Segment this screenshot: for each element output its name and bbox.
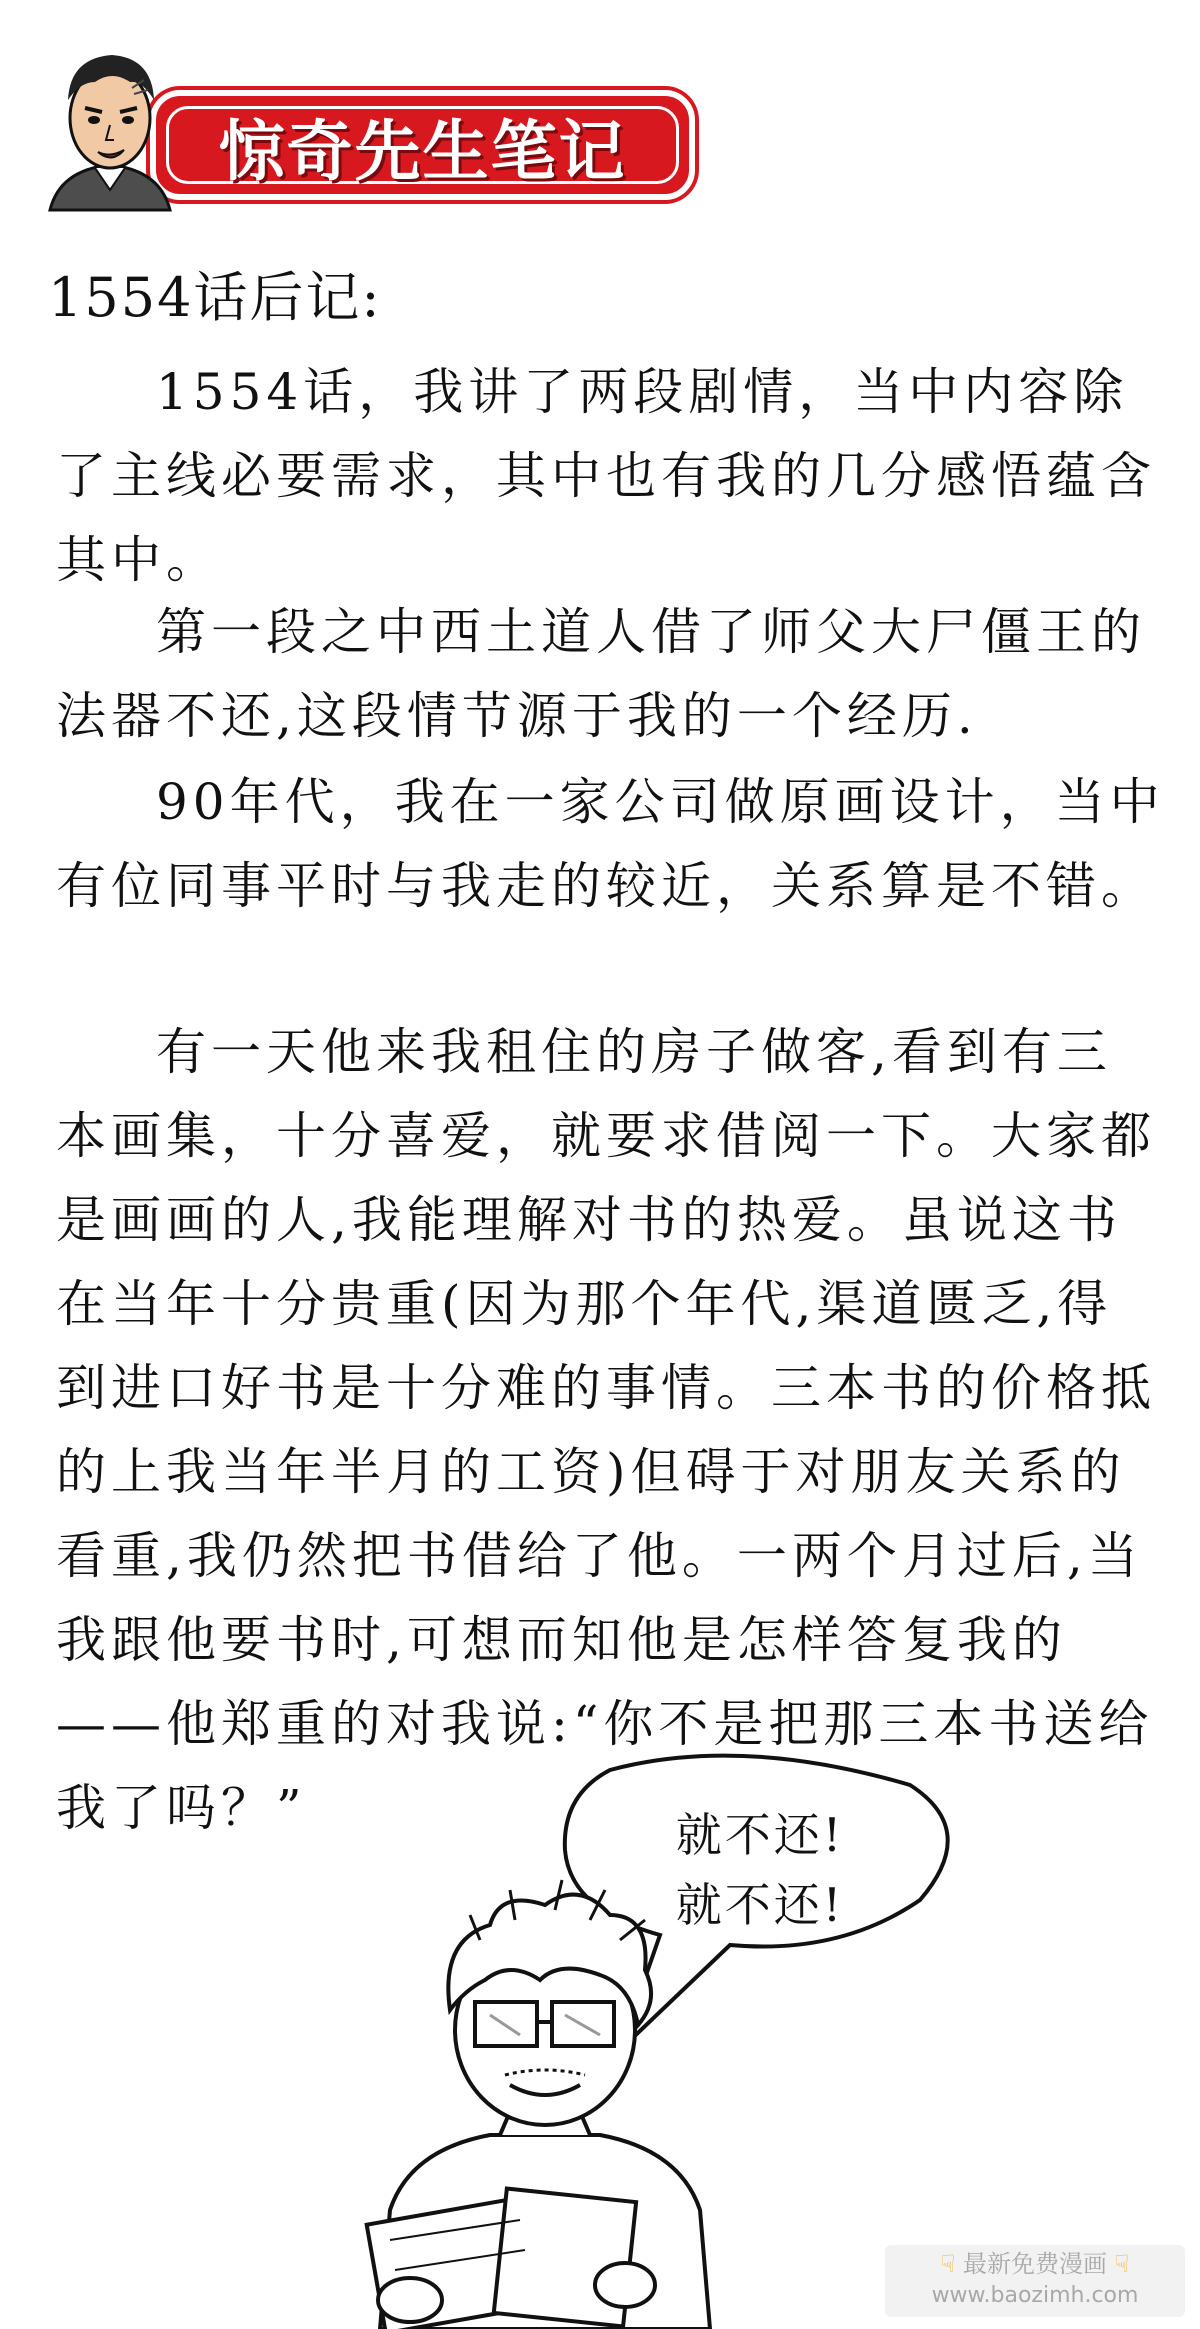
paragraph-3: 90年代，我在一家公司做原画设计，当中有位同事平时与我走的较近，关系算是不错。: [56, 773, 1165, 915]
speech-line-1: 就不还!: [675, 1808, 845, 1862]
paragraph-1: 1554话，我讲了两段剧情，当中内容除了主线必要需求，其中也有我的几分感悟蕴含其中。: [56, 363, 1156, 589]
speech-bubble-text: [650, 1800, 870, 1940]
watermark-line-2: www.baozimh.com: [931, 2283, 1139, 2308]
speech-line-2: 就不还!: [675, 1878, 845, 1932]
title-banner: [150, 90, 695, 200]
banner-title: 惊奇先生笔记: [218, 112, 627, 190]
afterword-title: 1554话后记:: [48, 266, 382, 329]
author-avatar-icon: [40, 40, 180, 215]
pointing-hand-icon: ☟: [1114, 2250, 1130, 2278]
header: [40, 40, 680, 220]
paragraph-2: 第一段之中西土道人借了师父大尸僵王的法器不还,这段情节源于我的一个经历.: [56, 603, 1146, 745]
watermark: [885, 2245, 1185, 2317]
watermark-line-1: 最新免费漫画: [963, 2250, 1107, 2278]
pointing-hand-icon: ☟: [940, 2250, 956, 2278]
paragraph-4: 有一天他来我租住的房子做客,看到有三本画集，十分喜爱，就要求借阅一下。大家都是画画的人,我能理解对书的热爱。虽说这书在当年十分贵重(因为那个年代,渠道匮乏,得到进口好书是十分难的事情。三本书的价格抵的上我当年半月的工资)但碍于对朋友关系的看重,我仍然把书借给了他。一两个月过后,当我跟他要书时,可想而知他是怎样答复我的——他郑重的对我说:“你不是把那三本书送给我了吗？”: [56, 1023, 1156, 1837]
